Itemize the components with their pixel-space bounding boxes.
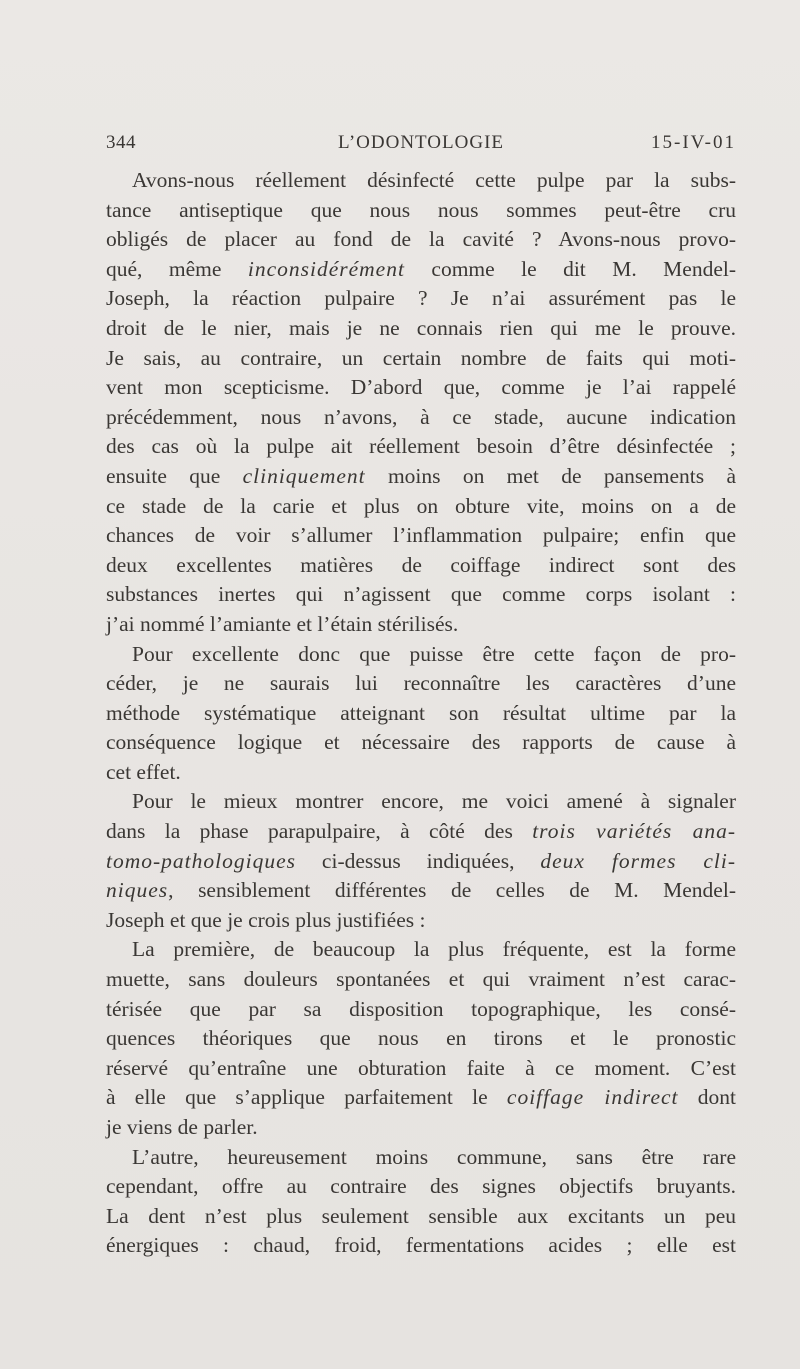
italic-term: niques <box>106 878 169 903</box>
text-line: Joseph et que je crois plus justifiées : <box>106 907 426 932</box>
text-line: ce stade de la carie et plus on obture vite, moins on a de <box>106 493 736 518</box>
body-text <box>106 166 736 1261</box>
text-line: térisée que par sa disposition topographique, les consé- <box>106 996 736 1021</box>
text-line: quences théoriques que nous en tirons et le pronostic <box>106 1026 736 1051</box>
text-line: cet effet. <box>106 759 181 784</box>
page-number: 344 <box>106 132 136 153</box>
italic-term: trois variétés ana- <box>532 819 736 844</box>
text-line: Pour le mieux montrer encore, me voici amené à signaler <box>132 789 736 814</box>
text-line: cependant, offre au contraire des signes objectifs bruyants. <box>106 1174 736 1199</box>
text-line: précédemment, nous n’avons, à ce stade, aucune indication <box>106 404 736 429</box>
running-head <box>106 132 736 158</box>
text-line: conséquence logique et nécessaire des rapports de cause à <box>106 730 736 755</box>
text-line: je viens de parler. <box>106 1115 258 1139</box>
text-line: céder, je ne saurais lui reconnaître les caractères d’une <box>106 671 736 696</box>
text-line: à elle que s’applique parfaitement le coiffage indirect dont <box>106 1085 736 1110</box>
text-line: deux excellentes matières de coiffage indirect sont des <box>106 552 736 577</box>
text-line: niques, sensiblement différentes de celles de M. Mendel- <box>106 878 736 903</box>
text-line: tance antiseptique que nous nous sommes peut-être cru <box>106 197 736 222</box>
text-line: L’autre, heureusement moins commune, sans être rare <box>132 1144 736 1169</box>
text-line: ensuite que cliniquement moins on met de pansements à <box>106 463 736 488</box>
text-line: substances inertes qui n’agissent que comme corps isolant : <box>106 582 736 607</box>
text-line: droit de le nier, mais je ne connais rien qui me le prouve. <box>106 315 736 340</box>
text-line: j’ai nommé l’amiante et l’étain stérilisés. <box>106 611 459 636</box>
text-line: Pour excellente donc que puisse être cette façon de pro- <box>132 641 736 666</box>
text-line: énergiques : chaud, froid, fermentations acides ; elle est <box>106 1233 736 1258</box>
italic-term: coiffage indirect <box>506 1085 679 1110</box>
text-line: chances de voir s’allumer l’inflammation pulpaire; enfin que <box>106 523 736 548</box>
text-line: muette, sans douleurs spontanées et qui vraiment n’est carac- <box>106 967 736 992</box>
text-line: méthode systématique atteignant son résultat ultime par la <box>106 700 736 725</box>
issue-date: 15-IV-01 <box>651 132 736 153</box>
text-line: Je sais, au contraire, un certain nombre de faits qui moti- <box>106 345 736 370</box>
italic-term: inconsidérément <box>247 256 405 281</box>
text-line: qué, même inconsidérément comme le dit M. Mendel- <box>106 256 736 281</box>
text-line: des cas où la pulpe ait réellement besoin d’être désinfectée ; <box>106 434 736 459</box>
text-line: dans la phase parapulpaire, à côté des trois variétés ana- <box>106 819 736 844</box>
italic-term: tomo-pathologiques <box>106 848 296 873</box>
italic-term: cliniquement <box>242 463 366 488</box>
text-line: obligés de placer au fond de la cavité ? Avons-nous provo- <box>106 227 736 252</box>
text-line: La dent n’est plus seulement sensible aux excitants un peu <box>106 1203 736 1228</box>
text-line: La première, de beaucoup la plus fréquente, est la forme <box>132 937 736 962</box>
italic-term: deux formes cli- <box>540 848 737 873</box>
text-line: vent mon scepticisme. D’abord que, comme je l’ai rappelé <box>106 375 736 400</box>
running-title: L’ODONTOLOGIE <box>337 132 505 153</box>
text-line: Avons-nous réellement désinfecté cette pulpe par la subs- <box>132 168 736 192</box>
text-line: Joseph, la réaction pulpaire ? Je n’ai assurément pas le <box>106 286 736 311</box>
text-line: réservé qu’entraîne une obturation faite à ce moment. C’est <box>106 1055 736 1080</box>
text-line: tomo-pathologiques ci-dessus indiquées, deux formes cli- <box>106 848 737 873</box>
